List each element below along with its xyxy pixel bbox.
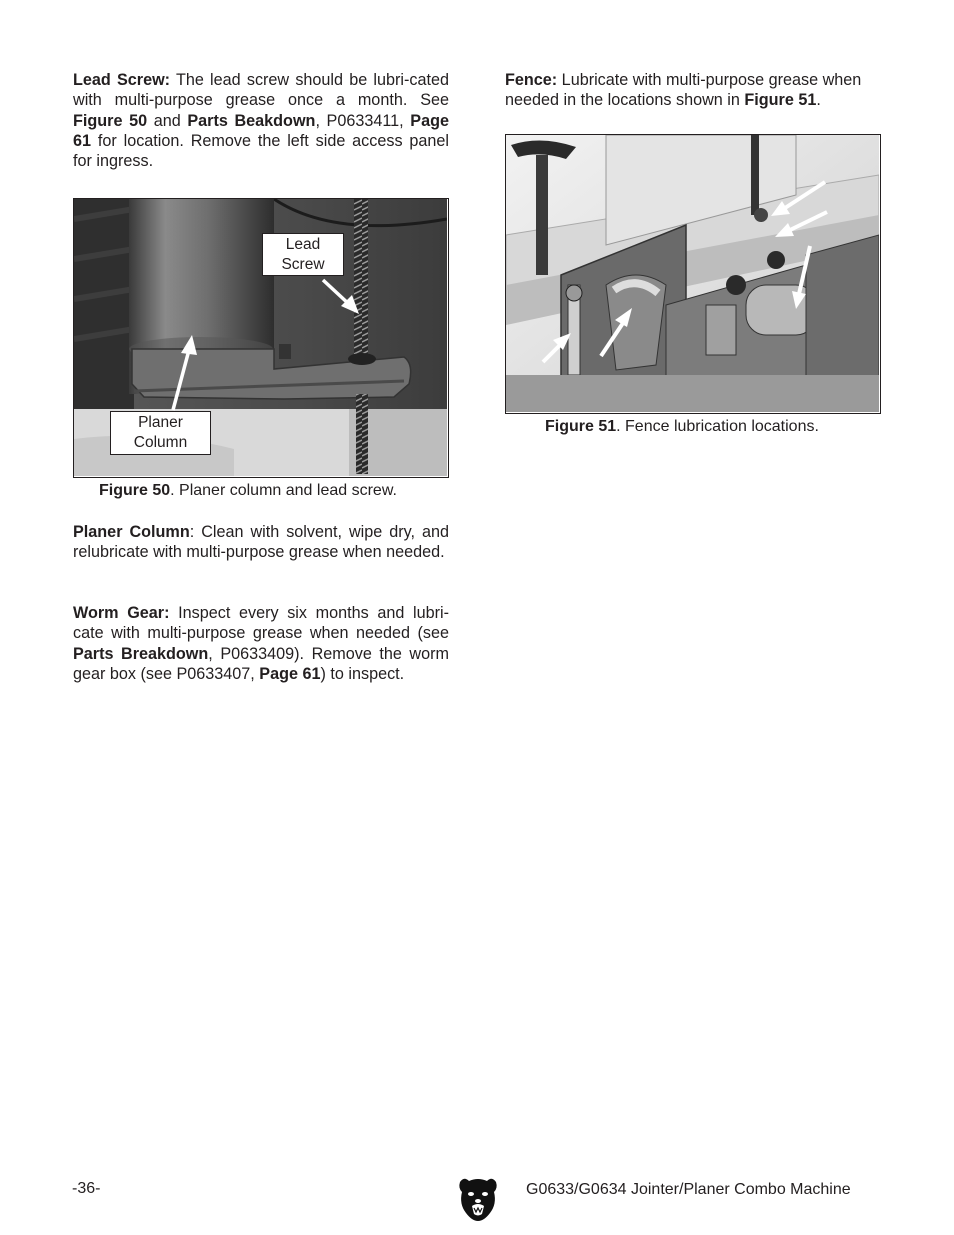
lubrication-arrow-3-icon [771,182,825,216]
worm-gear-heading: Worm Gear: [73,604,170,622]
planer-column-arrow-icon [173,335,197,410]
planer-column-callout: Planer Column [110,411,211,455]
page-61-ref: Page 61 [73,111,449,150]
parts-beakdown-ref: Parts Beakdown [187,111,316,130]
figure-51-caption: Figure 51. Fence lubrication locations. [545,418,819,435]
lead-screw-heading: Lead Screw: [73,71,171,89]
figure-51-ref: Figure 51 [744,91,817,110]
grizzly-bear-logo-icon [458,1176,498,1227]
parts-breakdown-ref: Parts Breakdown [73,644,209,663]
figure-50-arrows [73,198,449,478]
planer-column-section [73,522,449,563]
planer-column-paragraph: Planer Column: Clean with solvent, wipe dry, and relubricate with multi-purpose grease when needed. [73,523,450,562]
lubrication-arrow-5-icon [792,246,810,309]
fence-paragraph: Fence: Lubricate with multi-purpose grease when needed in the locations shown in Figure 51. [505,71,862,110]
page-number: -36- [72,1180,101,1197]
worm-gear-paragraph: Worm Gear: Inspect every six months and lubri-cate with multi-purpose grease when needed (see Parts Breakdown, P0633409). Remove the worm gear box (see P0633407, Page 61) to inspect. [73,604,449,683]
lubrication-arrow-2-icon [601,308,632,356]
lead-screw-section [73,70,449,171]
figure-51-arrows [505,134,881,414]
lubrication-arrow-4-icon [775,212,827,237]
document-title: G0633/G0634 Jointer/Planer Combo Machine [526,1181,851,1198]
planer-column-heading: Planer Column [73,523,190,541]
lubrication-arrow-1-icon [543,333,571,362]
lead-screw-callout: Lead Screw [262,233,344,276]
lead-screw-paragraph: Lead Screw: The lead screw should be lubri-cated with multi-purpose grease once a month. See Figure 50 and Parts Beakdown, P0633411, Page 61 for location. Remove the left side access panel for ingress. [73,71,449,171]
fence-heading: Fence: [505,71,558,89]
fence-section [505,70,882,111]
page-61-ref-2: Page 61 [259,664,321,683]
figure-50-ref: Figure 50 [73,111,148,130]
worm-gear-section [73,603,449,684]
lead-screw-arrow-icon [323,280,359,314]
figure-50-caption: Figure 50. Planer column and lead screw. [99,482,397,499]
